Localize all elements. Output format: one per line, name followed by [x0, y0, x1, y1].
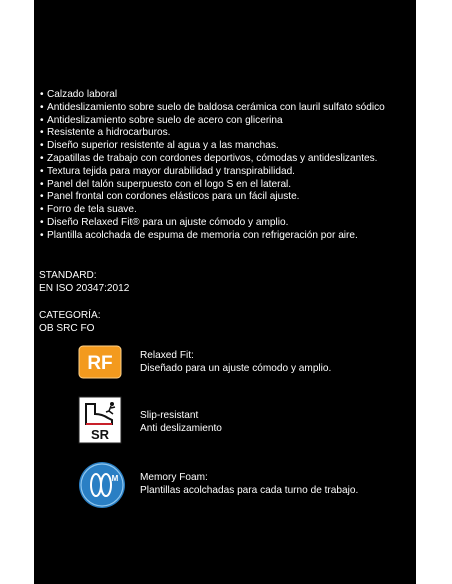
feature-item: • Diseño Relaxed Fit® para un ajuste cómodo y amplio. [40, 217, 416, 230]
svg-text:RF: RF [87, 353, 113, 374]
memory-foam-icon [78, 461, 122, 509]
feature-item: • Resistente a hidrocarburos. [40, 127, 416, 140]
standard-label: STANDARD: [39, 270, 97, 281]
feature-list [40, 89, 416, 243]
slip-resistant-icon [78, 396, 122, 444]
category-label: CATEGORÍA: [39, 310, 101, 321]
relaxed-fit-description [140, 349, 331, 375]
feature-item: • Antideslizamiento sobre suelo de acero con glicerina [40, 115, 416, 128]
slip-resistant-text: Anti deslizamiento [140, 423, 222, 434]
feature-item: • Panel frontal con cordones elásticos para un fácil ajuste. [40, 191, 416, 204]
feature-item: • Calzado laboral [40, 89, 416, 102]
svg-text:SR: SR [90, 427, 110, 442]
relaxed-fit-title: Relaxed Fit: [140, 350, 194, 361]
memory-foam-text: Plantillas acolchadas para cada turno de trabajo. [140, 485, 359, 496]
memory-foam-description [140, 471, 358, 497]
relaxed-fit-icon [78, 341, 122, 385]
relaxed-fit-text: Diseñado para un ajuste cómodo y amplio. [140, 363, 332, 374]
svg-text:M: M [111, 474, 119, 483]
feature-item: • Panel del talón superpuesto con el logo S en el lateral. [40, 179, 416, 192]
feature-item: • Antideslizamiento sobre suelo de baldosa cerámica con lauril sulfato sódico [40, 102, 416, 115]
slip-resistant-title: Slip-resistant [140, 410, 199, 421]
feature-item: • Textura tejida para mayor durabilidad y transpirabilidad. [40, 166, 416, 179]
standard-section [39, 269, 129, 295]
memory-foam-title: Memory Foam: [140, 472, 208, 483]
category-section [39, 309, 101, 335]
feature-item: • Forro de tela suave. [40, 204, 416, 217]
category-value: OB SRC FO [39, 323, 95, 334]
feature-item: • Plantilla acolchada de espuma de memoria con refrigeración por aire. [40, 230, 416, 243]
product-details-panel [34, 0, 416, 584]
standard-value: EN ISO 20347:2012 [39, 283, 130, 294]
slip-resistant-description [140, 409, 222, 435]
feature-item: • Diseño superior resistente al agua y a las manchas. [40, 140, 416, 153]
feature-item: • Zapatillas de trabajo con cordones deportivos, cómodas y antideslizantes. [40, 153, 416, 166]
